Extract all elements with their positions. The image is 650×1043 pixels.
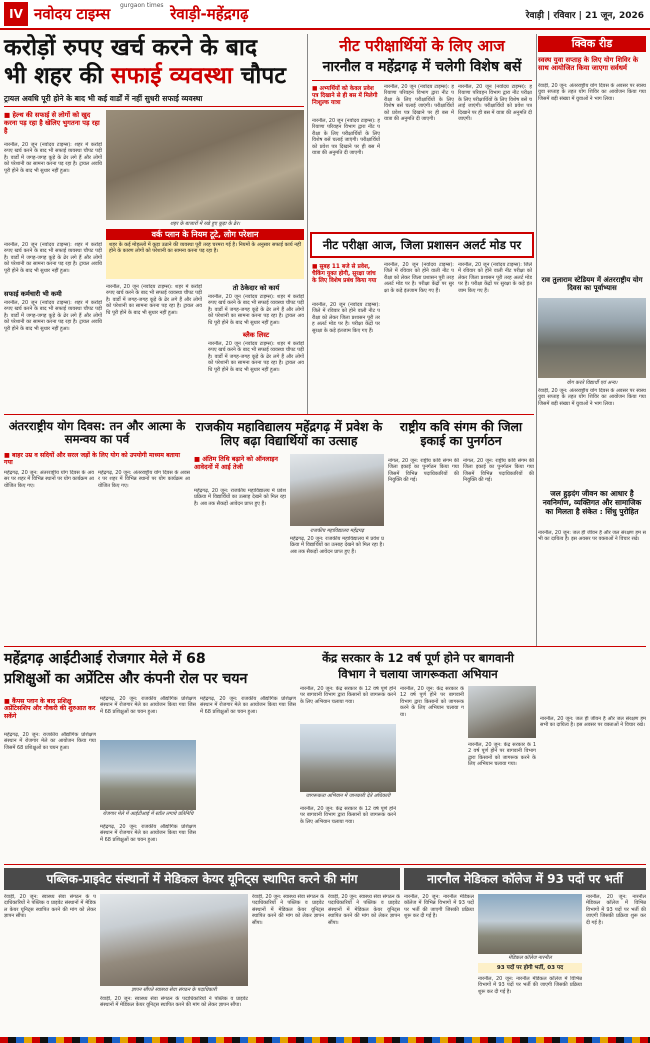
medical-care-photo-caption: ज्ञापन सौंपते स्वास्थ्य सेवा संगठन के पदाधिकारी [131,987,217,993]
story9-body-col3: रेवाड़ी, 20 जून: स्वास्थ्य सेवा संगठन के पदाधिकारियों ने पब्लिक व प्राइवेट संस्थानों में मेडिकल केयर यूनिट्स स्थापित करने की मांग को लेकर ज्ञापन सौंपा। [252,894,324,926]
story9-body-col2: रेवाड़ी, 20 जून: स्वास्थ्य सेवा संगठन के पदाधिकारियों ने पब्लिक व प्राइवेट संस्थानों में मेडिकल केयर यूनिट्स स्थापित करने की मांग को लेकर ज्ञापन सौंपा। [100,996,248,1009]
story9-headline: पब्लिक-प्राइवेट संस्थानों में मेडिकल केयर यूनिट्स स्थापित करने की मांग [4,868,400,890]
story8-body-col2: नारनौल, 20 जून: केंद्र सरकार के 12 वर्ष पूर्ण होने पर बागवानी विभाग द्वारा किसानों को जागरूक करने के लिए अभियान चलाया गया। [400,686,464,718]
story2-headline-a: नीट परीक्षार्थियों के लिए आज [339,37,505,55]
story3-body-col2: नारनौल, 20 जून (नवोदय टाइम्स): जिले में रविवार को होने वाली नीट परीक्षा को लेकर जिला प्रशासन पूरी तरह अलर्ट मोड पर है। परीक्षा केंद्रों पर सुरक्षा के कड़े इंतजाम किए गए हैं। [384,262,454,294]
story1-bar-text: शहर के कई मोहल्लों में कूड़ा उठाने की व्यवस्था पूरी तरह चरमरा गई है। नियमों के अनुसार सफाई कार्य नहीं होने के कारण लोगों को परेशानी का सामना करना पड़ रहा है। [109,242,301,255]
story1-bar [106,229,304,279]
header-small-left: gurgaon times [120,2,164,9]
page-header [0,0,650,30]
story10-body-col1: नारनौल, 20 जून: नारनौल मेडिकल कॉलेज में विभिन्न विभागों में 93 पदों पर भर्ती की जाएगी जिसकी प्रक्रिया शुरू कर दी गई है। [404,894,474,920]
quick-read-story3-body-2: नारनौल, 20 जून: जल ही जीवन है और जल संरक्षण हम सभी का दायित्व है। इस अवसर पर वक्ताओं ने विचार रखे। [540,716,646,729]
divider [312,80,532,81]
story2-headline-b: नारनौल व महेंद्रगढ़ में चलेगी विशेष बसें [322,59,522,75]
story1-headline-mid-c: चौपट [232,63,286,89]
college-photo-caption: राजकीय महाविद्यालय महेंद्रगढ़ [310,528,364,534]
horticulture-photo-caption: जागरूकता अभियान में जानकारी देते अधिकारी [305,793,391,799]
story1-headline-mid-b: सफाई व्यवस्था [111,63,233,89]
yoga-photo-caption: योग करते विद्यार्थी एवं अन्य। [566,380,618,386]
story8-headline-b: विभाग ने चलाया जागरूकता अभियान [338,667,498,681]
story5-headline: राजकीय महाविद्यालय महेंद्रगढ़ में प्रवेश के लिए बढ़ा विद्यार्थियों का उत्साह [195,419,383,448]
story9-body-col4: रेवाड़ी, 20 जून: स्वास्थ्य सेवा संगठन के पदाधिकारियों ने पब्लिक व प्राइवेट संस्थानों में मेडिकल केयर यूनिट्स स्थापित करने की मांग को लेकर ज्ञापन सौंपा। [328,894,400,926]
story10-body-col3: नारनौल, 20 जून: नारनौल मेडिकल कॉलेज में विभिन्न विभागों में 93 पदों पर भर्ती की जाएगी जिसकी प्रक्रिया शुरू कर दी गई है। [586,894,646,926]
story4-body-col1: महेंद्रगढ़, 20 जून: अंतरराष्ट्रीय योग दिवस के अवसर पर शहर में विभिन्न स्थानों पर योग कार्यक्रम आयोजित किए गए। [4,470,94,489]
section-name: रेवाड़ी-महेंद्रगढ़ [170,5,249,23]
story4-body-col2: महेंद्रगढ़, 20 जून: अंतरराष्ट्रीय योग दिवस के अवसर पर शहर में विभिन्न स्थानों पर योग कार्यक्रम आयोजित किए गए। [98,470,190,489]
story5-body-col2: महेंद्रगढ़, 20 जून: राजकीय महाविद्यालय में प्रवेश प्रक्रिया में विद्यार्थियों का उत्साह देखने को मिल रहा है। अब तक सैकड़ों आवेदन प्राप्त हुए हैं। [290,536,384,555]
header-date: रेवाड़ी | रविवार | 21 जून, 2026 [525,10,644,21]
column-divider [307,34,308,414]
story7-body-col3: महेंद्रगढ़, 20 जून: राजकीय औद्योगिक प्रशिक्षण संस्थान में रोजगार मेले का आयोजन किया गया जिसमें 68 प्रशिक्षुओं का चयन हुआ। [200,696,296,715]
story3-body-col1: नारनौल, 20 जून (नवोदय टाइम्स): जिले में रविवार को होने वाली नीट परीक्षा को लेकर जिला प्रशासन पूरी तरह अलर्ट मोड पर है। परीक्षा केंद्रों पर सुरक्षा के कड़े इंतजाम किए गए हैं। [312,302,380,334]
quick-read-story1-body: रेवाड़ी, 20 जून: अंतरराष्ट्रीय योग दिवस के अवसर पर स्वस्थ युवा सप्ताह के तहत योग शिविर का आयोजन किया गया जिसमें बड़ी संख्या में युवाओं ने भाग लिया। [538,83,646,102]
story2-body-col1: नारनौल, 20 जून (नवोदय टाइम्स): हरियाणा परिवहन विभाग द्वारा नीट परीक्षा के लिए परीक्षार्थियों के लिए विशेष बसें चलाई जाएंगी। परीक्षार्थियों को प्रवेश पत्र दिखाने पर ही बस में यात्रा की अनुमति दी जाएगी। [312,118,380,157]
divider [4,414,534,415]
horticulture-photo-2 [468,686,536,738]
story7-body-col2b: महेंद्रगढ़, 20 जून: राजकीय औद्योगिक प्रशिक्षण संस्थान में रोजगार मेले का आयोजन किया गया जिसमें 68 प्रशिक्षुओं का चयन हुआ। [100,824,196,843]
story9-body-col1: रेवाड़ी, 20 जून: स्वास्थ्य सेवा संगठन के पदाधिकारियों ने पब्लिक व प्राइवेट संस्थानों में मेडिकल केयर यूनिट्स स्थापित करने की मांग को लेकर ज्ञापन सौंपा। [4,894,96,920]
story3-headline: नीट परीक्षा आज, जिला प्रशासन अलर्ट मोड पर [322,238,522,252]
story1-photo [106,110,304,220]
story8-headline-a: केंद्र सरकार के 12 वर्ष पूर्ण होने पर बागवानी [322,651,514,665]
iti-photo-caption: रोजगार मेले में आईटीआई में स्टॉल लगाये प्रतिनिधि [102,811,194,817]
story3-body-col3: नारनौल, 20 जून (नवोदय टाइम्स): जिले में रविवार को होने वाली नीट परीक्षा को लेकर जिला प्रशासन पूरी तरह अलर्ट मोड पर है। परीक्षा केंद्रों पर सुरक्षा के कड़े इंतजाम किए गए हैं। [458,262,532,294]
story2-bullet: ■ अभ्यर्थियों को केवल प्रवेश पत्र दिखाने से ही बस में मिलेगी निःशुल्क यात्रा [312,86,378,106]
story1-caption: शहर के बाजारों में रखे हुए कूड़ा के ढेर। [169,221,241,227]
story8-body-col3: नारनौल, 20 जून: केंद्र सरकार के 12 वर्ष पूर्ण होने पर बागवानी विभाग द्वारा किसानों को जागरूक करने के लिए अभियान चलाया गया। [468,742,536,768]
medical-college-photo [478,894,582,954]
story6-body-col1: नांगल, 20 जून: राष्ट्रीय कवि संगम की जिला इकाई का पुनर्गठन किया गया जिसमें विभिन्न पदाधिकारियों की नियुक्ति की गई। [388,458,459,484]
quick-read-story3-head: जल हुड़दंग जीवन का आधार है नवनिर्माण, व्यक्तिगत और सामाजिक का मिलता है संकेत : सिंधु पुरोहित [542,489,642,516]
quick-read-story3-body: नारनौल, 20 जून: जल ही जीवन है और जल संरक्षण हम सभी का दायित्व है। इस अवसर पर वक्ताओं ने विचार रखे। [538,530,646,543]
story7-headline-b: प्रशिक्षुओं का अप्रेंटिस और कंपनी रोल पर चयन [4,671,248,687]
story1-inner-head2: तो ठेकेदार को कार्य [232,284,280,292]
story6-body-col2: नांगल, 20 जून: राष्ट्रीय कवि संगम की जिला इकाई का पुनर्गठन किया गया जिसमें विभिन्न पदाधिकारियों की नियुक्ति की गई। [463,458,534,484]
quick-read-story1-head: स्वस्थ युवा सप्ताह के लिए योग शिविर के साथ आयोजित किया जाएगा सर्वधर्म [538,56,639,73]
story1-headline-mid-a: भी शहर की [4,63,112,89]
quick-read-title: क्विक रीड [538,36,646,52]
story5-bullet: ■ अंतिम तिथि बढ़ाने को ऑनलाइन आवेदनों में आई तेजी [194,455,278,471]
story1-headline-top: करोड़ों रुपए खर्च करने के बाद [4,35,258,61]
story4-headline: अंतरराष्ट्रीय योग दिवस: तन और आत्मा के समन्वय का पर्व [8,419,186,446]
medical-care-photo [100,894,248,986]
story2-body-col2: नारनौल, 20 जून (नवोदय टाइम्स): हरियाणा परिवहन विभाग द्वारा नीट परीक्षा के लिए परीक्षार्थियों के लिए विशेष बसें चलाई जाएंगी। परीक्षार्थियों को प्रवेश पत्र दिखाने पर ही बस में यात्रा की अनुमति दी जाएगी। [384,84,454,123]
story1-inner-head3: ब्लैक लिस्ट [242,331,270,339]
story1-body-col3b: नारनौल, 20 जून (नवोदय टाइम्स): शहर में करोड़ों रुपए खर्च करने के बाद भी सफाई व्यवस्था चौपट पड़ी है। वार्डों में जगह-जगह कूड़े के ढेर लगे हैं और लोगों को परेशानी का सामना करना पड़ रहा है। ट्रायल अवधि पूरी होने के बाद भी सुधार नहीं हुआ। [208,341,304,373]
story1-body-col1: नारनौल, 20 जून (नवोदय टाइम्स): शहर में करोड़ों रुपए खर्च करने के बाद भी सफाई व्यवस्था चौपट पड़ी है। वार्डों में जगह-जगह कूड़े के ढेर लगे हैं और लोगों को परेशानी का सामना करना पड़ रहा है। ट्रायल अवधि पूरी होने के बाद भी सुधार नहीं हुआ। [4,142,102,174]
story1-body-col1c: नारनौल, 20 जून (नवोदय टाइम्स): शहर में करोड़ों रुपए खर्च करने के बाद भी सफाई व्यवस्था चौपट पड़ी है। वार्डों में जगह-जगह कूड़े के ढेर लगे हैं और लोगों को परेशानी का सामना करना पड़ रहा है। ट्रायल अवधि पूरी होने के बाद भी सुधार नहीं हुआ। [4,300,102,332]
story10-body-col2: नारनौल, 20 जून: नारनौल मेडिकल कॉलेज में विभिन्न विभागों में 93 पदों पर भर्ती की जाएगी जिसकी प्रक्रिया शुरू कर दी गई है। [478,976,582,995]
story2-body-col3: नारनौल, 20 जून (नवोदय टाइम्स): हरियाणा परिवहन विभाग द्वारा नीट परीक्षा के लिए परीक्षार्थियों के लिए विशेष बसें चलाई जाएंगी। परीक्षार्थियों को प्रवेश पत्र दिखाने पर ही बस में यात्रा की अनुमति दी जाएगी। [458,84,532,123]
divider [4,106,304,107]
yoga-photo [538,298,646,378]
story1-subhead: ट्रायल अवधि पूरी होने के बाद भी कई वार्डों में नहीं सुधरी सफाई व्यवस्था [4,94,203,103]
story3-headline-box [310,232,534,258]
registration-strip [0,1037,650,1043]
divider [4,646,646,647]
story7-bullet: ■ कैंपस प्लान के बाद प्रशिक्षु अप्रेंटिसशिप और नौकरी की शुरुआत कर सकेंगे [4,698,96,720]
story8-body-col1b: नारनौल, 20 जून: केंद्र सरकार के 12 वर्ष पूर्ण होने पर बागवानी विभाग द्वारा किसानों को जागरूक करने के लिए अभियान चलाया गया। [300,806,396,825]
masthead: नवोदय टाइम्स [34,5,111,23]
story1-inner-head1: सफाई कर्मचारी भी कमी [4,290,62,298]
story1-body-col3: नारनौल, 20 जून (नवोदय टाइम्स): शहर में करोड़ों रुपए खर्च करने के बाद भी सफाई व्यवस्था चौपट पड़ी है। वार्डों में जगह-जगह कूड़े के ढेर लगे हैं और लोगों को परेशानी का सामना करना पड़ रहा है। ट्रायल अवधि पूरी होने के बाद भी सुधार नहीं हुआ। [208,294,304,326]
story1-headline-mid [4,64,304,90]
story3-bullet: ■ सुबह 11 बजे से प्रवेश, चैकिंग युक्त होगी, सुरक्षा जांच के लिए विशेष प्रबंध किया गया [312,264,377,284]
story7-body-col2: महेंद्रगढ़, 20 जून: राजकीय औद्योगिक प्रशिक्षण संस्थान में रोजगार मेले का आयोजन किया गया जिसमें 68 प्रशिक्षुओं का चयन हुआ। [100,696,196,715]
story7-body-col1: महेंद्रगढ़, 20 जून: राजकीय औद्योगिक प्रशिक्षण संस्थान में रोजगार मेले का आयोजन किया गया जिसमें 68 प्रशिक्षुओं का चयन हुआ। [4,732,96,751]
medical-college-photo-caption: मेडिकल कॉलेज नारनौल [508,955,552,961]
story1-bar-title: वर्क प्लान के नियम टूटे, लोग परेशान [106,229,304,240]
story1-body-col1b: नारनौल, 20 जून (नवोदय टाइम्स): शहर में करोड़ों रुपए खर्च करने के बाद भी सफाई व्यवस्था चौपट पड़ी है। वार्डों में जगह-जगह कूड़े के ढेर लगे हैं और लोगों को परेशानी का सामना करना पड़ रहा है। ट्रायल अवधि पूरी होने के बाद भी सुधार नहीं हुआ। [4,242,102,274]
story6-headline: राष्ट्रीय कवि संगम की जिला इकाई का पुनर्गठन [399,419,523,448]
quick-read-story2-body: रेवाड़ी, 20 जून: अंतरराष्ट्रीय योग दिवस के अवसर पर स्वस्थ युवा सप्ताह के तहत योग शिविर का आयोजन किया गया जिसमें बड़ी संख्या में युवाओं ने भाग लिया। [538,388,646,407]
story4-bullet: ■ बाहर उम्र व सदियों और सरल जड़ों के लिए योग को उपयोगी माध्यम बताया गया [4,452,180,467]
story10-highlight: 93 पदों पर होगी भर्ती, 03 पद [478,963,582,973]
column-divider [536,34,537,646]
story5-body-col1: महेंद्रगढ़, 20 जून: राजकीय महाविद्यालय में प्रवेश प्रक्रिया में विद्यार्थियों का उत्साह देखने को मिल रहा है। अब तक सैकड़ों आवेदन प्राप्त हुए हैं। [194,488,286,507]
story1-body-col2: नारनौल, 20 जून (नवोदय टाइम्स): शहर में करोड़ों रुपए खर्च करने के बाद भी सफाई व्यवस्था चौपट पड़ी है। वार्डों में जगह-जगह कूड़े के ढेर लगे हैं और लोगों को परेशानी का सामना करना पड़ रहा है। ट्रायल अवधि पूरी होने के बाद भी सुधार नहीं हुआ। [106,284,202,316]
story7-headline-a: महेंद्रगढ़ आईटीआई रोजगार मेले में 68 [4,651,206,667]
story1-bullet: ■ हेल्थ की सफाई से लोगों को खुद करना पड़ रहा है खेलिए भुगतना पड़ रहा है [4,111,100,135]
college-photo [290,454,384,526]
story8-body-col1: नारनौल, 20 जून: केंद्र सरकार के 12 वर्ष पूर्ण होने पर बागवानी विभाग द्वारा किसानों को जागरूक करने के लिए अभियान चलाया गया। [300,686,396,705]
page-number: IV [4,2,28,26]
divider [4,864,646,865]
quick-read-story2-head: राव तुलाराम स्टेडियम में अंतरराष्ट्रीय योग दिवस का पूर्वाभ्यास [541,276,643,293]
horticulture-photo-1 [300,724,396,792]
iti-photo [100,740,196,810]
story10-headline: नारनौल मेडिकल कॉलेज में 93 पदों पर भर्ती [404,868,646,890]
